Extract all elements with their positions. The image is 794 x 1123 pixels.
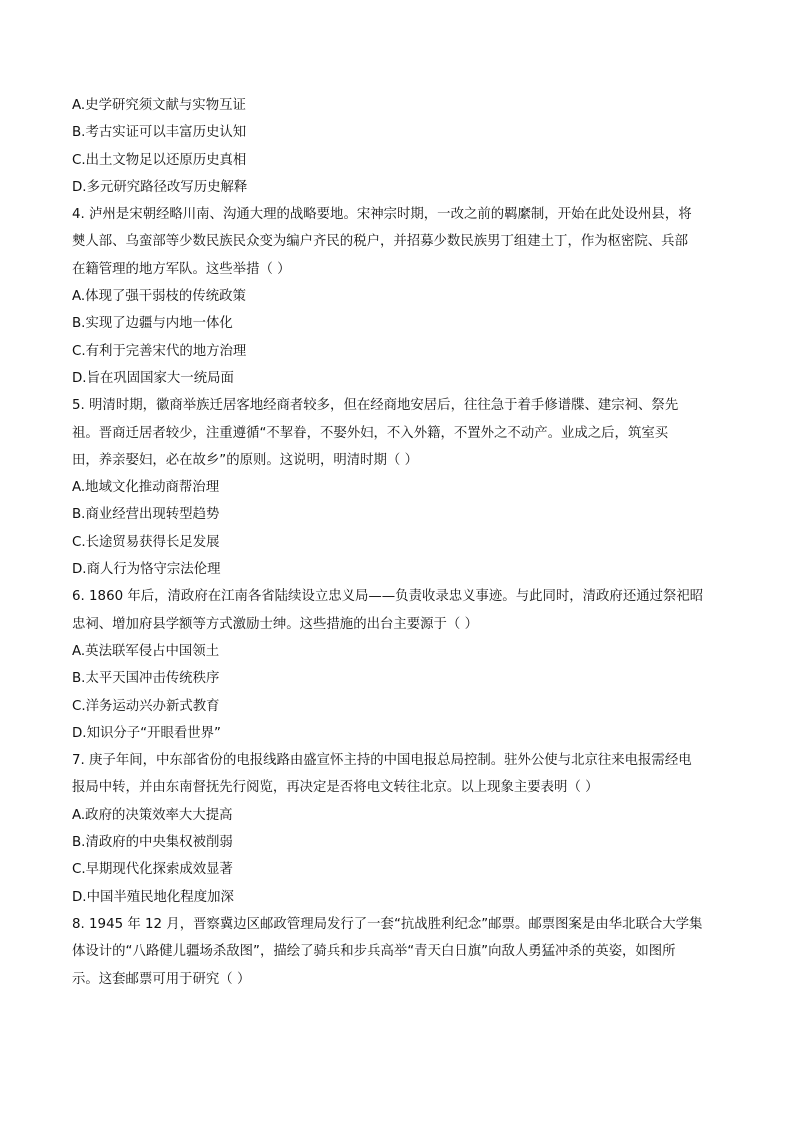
- question-4: [72, 201, 722, 392]
- option-b: B.清政府的中央集权被削弱: [72, 835, 233, 851]
- question-stem-line: 僰人部、乌蛮部等少数民族民众变为编户齐民的税户，并招募少数民族男丁组建土丁，作为枢密院、兵部: [72, 234, 688, 250]
- option-b: B.实现了边疆与内地一体化: [72, 316, 233, 332]
- question-8: [72, 911, 722, 993]
- question-stem-line: 祖。晋商迁居者较少，注重遵循“不挈眷，不娶外妇，不入外籍，不置外之不动产。业成之后，筑室买: [72, 425, 669, 441]
- option-d: D.多元研究路径改写历史解释: [72, 179, 248, 195]
- question-stem-line: 7. 庚子年间，中东部省份的电报线路由盛宣怀主持的中国电报总局控制。驻外公使与北京往来电报需经电: [72, 753, 692, 769]
- option-b: B.考古实证可以丰富历史认知: [72, 125, 247, 141]
- option-d: D.旨在巩固国家大一统局面: [72, 370, 234, 386]
- exam-page: [72, 92, 722, 993]
- question-3-options: [72, 92, 722, 201]
- question-stem-line: 在籍管理的地方军队。这些举措（ ）: [72, 261, 291, 277]
- option-c: C.洋务运动兴办新式教育: [72, 698, 220, 714]
- option-a: A.英法联军侵占中国领土: [72, 643, 220, 659]
- option-a: A.体现了强干弱枝的传统政策: [72, 289, 246, 305]
- option-a: A.地域文化推动商帮治理: [72, 480, 220, 496]
- option-d: D.知识分子“开眼看世界”: [72, 725, 221, 741]
- option-d: D.商人行为恪守宗法伦理: [72, 562, 221, 578]
- option-c: C.有利于完善宋代的地方治理: [72, 343, 247, 359]
- question-stem-line: 8. 1945 年 12 月，晋察冀边区邮政管理局发行了一套“抗战胜利纪念”邮票。邮票图案是由华北联合大学集: [72, 916, 703, 932]
- question-stem-line: 忠祠、增加府县学额等方式激励士绅。这些措施的出台主要源于（ ）: [72, 616, 478, 632]
- option-b: B.太平天国冲击传统秩序: [72, 671, 220, 687]
- question-6: [72, 583, 722, 747]
- question-stem-line: 田，养亲娶妇，必在故乡”的原则。这说明，明清时期（ ）: [72, 452, 418, 468]
- option-d: D.中国半殖民地化程度加深: [72, 889, 234, 905]
- option-c: C.早期现代化探索成效显著: [72, 862, 233, 878]
- question-stem-line: 6. 1860 年后，清政府在江南各省陆续设立忠义局——负责收录忠义事迹。与此同时，清政府还通过祭祀昭: [72, 589, 704, 605]
- option-c: C.出土文物足以还原历史真相: [72, 152, 247, 168]
- question-5: [72, 392, 722, 583]
- option-c: C.长途贸易获得长足发展: [72, 534, 220, 550]
- option-a: A.政府的决策效率大大提高: [72, 807, 233, 823]
- option-b: B.商业经营出现转型趋势: [72, 507, 220, 523]
- question-stem-line: 体设计的“八路健儿疆场杀敌图”，描绘了骑兵和步兵高举“青天白日旗”向敌人勇猛冲杀的英姿，如图所: [72, 944, 676, 960]
- option-a: A.史学研究须文献与实物互证: [72, 98, 246, 113]
- question-stem-line: 4. 泸州是宋朝经略川南、沟通大理的战略要地。宋神宗时期，一改之前的羁縻制，开始在此处设州县，将: [72, 207, 692, 223]
- question-stem-line: 报局中转，并由东南督抚先行阅览，再决定是否将电文转往北京。以上现象主要表明（ ）: [72, 780, 599, 796]
- question-7: [72, 747, 722, 911]
- question-stem-line: 5. 明清时期，徽商举族迁居客地经商者较多，但在经商地安居后，往往急于着手修谱牒、建宗祠、祭先: [72, 398, 679, 414]
- question-stem-line: 示。这套邮票可用于研究（ ）: [72, 971, 251, 987]
